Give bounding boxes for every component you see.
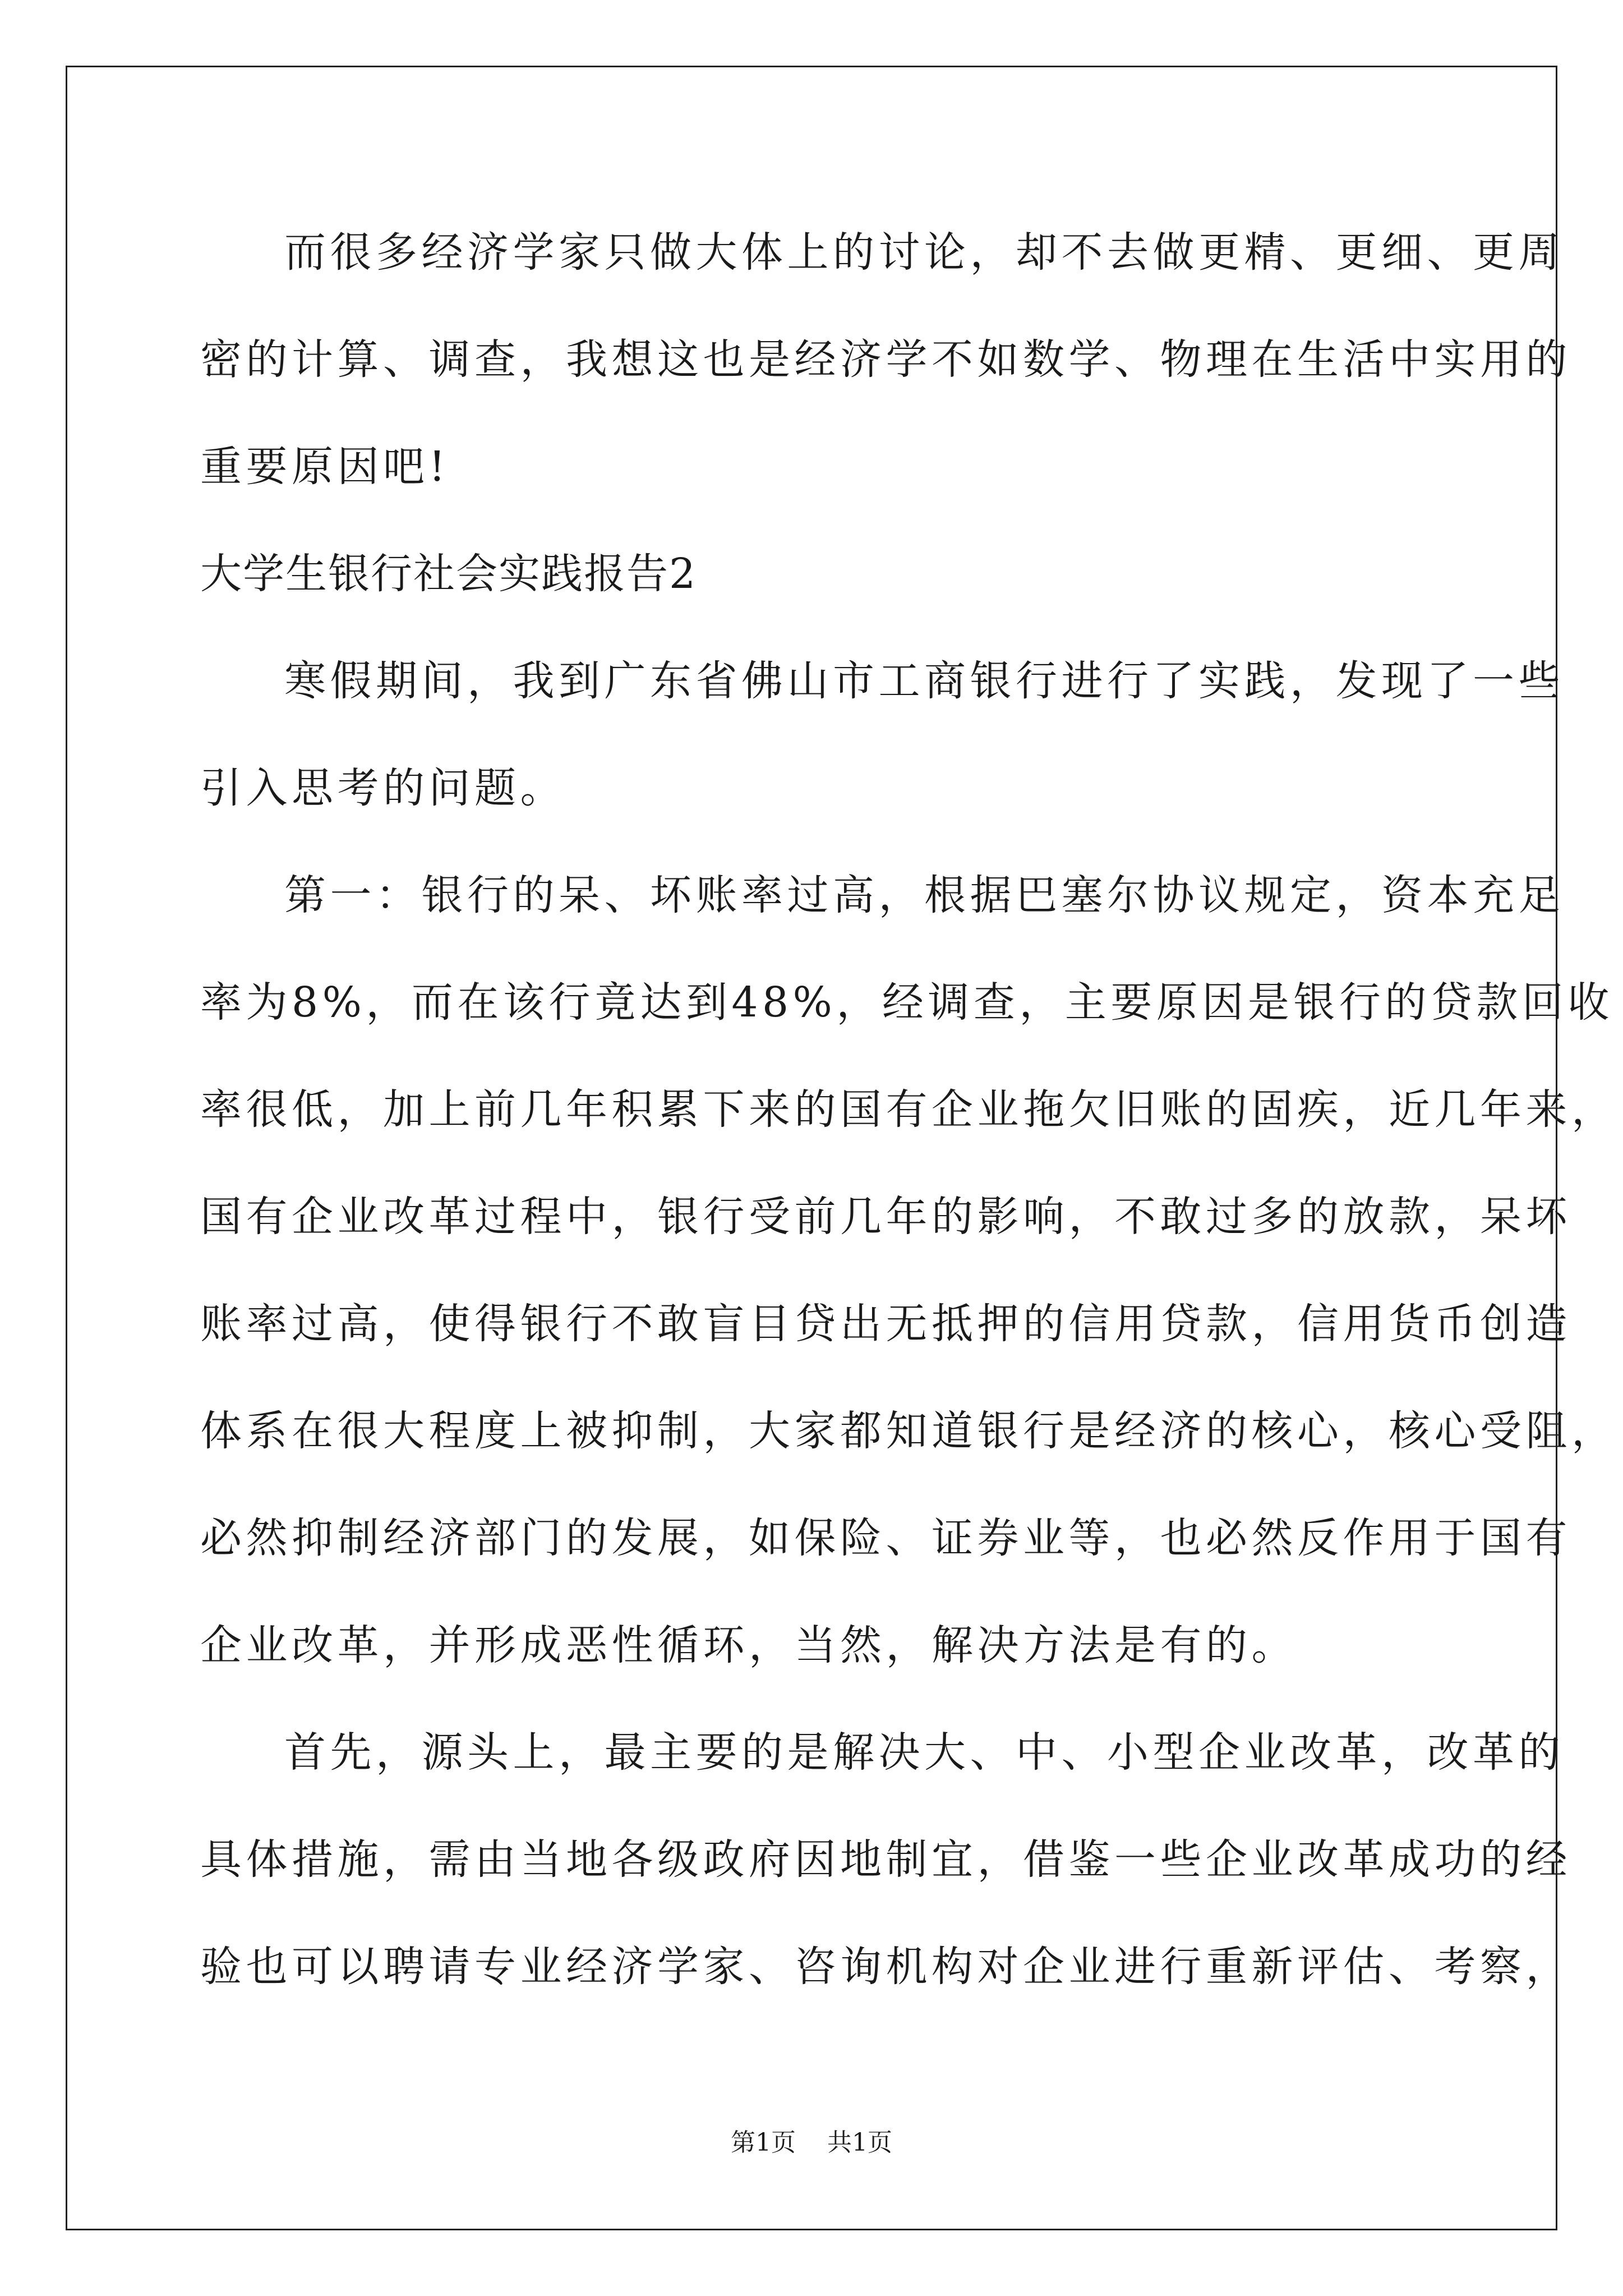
paragraph-line: 寒假期间，我到广东省佛山市工商银行进行了实践，发现了一些 [284, 657, 1564, 705]
section-heading: 大学生银行社会实践报告2 [200, 550, 697, 598]
paragraph-line: 率很低，加上前几年积累下来的国有企业拖欠旧账的固疾，近几年来， [200, 1085, 1617, 1134]
paragraph-line: 第一：银行的呆、坏账率过高，根据巴塞尔协议规定，资本充足 [284, 871, 1564, 919]
paragraph-line: 首先，源头上，最主要的是解决大、中、小型企业改革，改革的 [284, 1728, 1564, 1777]
paragraph-line: 体系在很大程度上被抑制，大家都知道银行是经济的核心，核心受阻， [200, 1407, 1617, 1455]
paragraph-line: 密的计算、调查，我想这也是经济学不如数学、物理在生活中实用的 [200, 335, 1571, 384]
paragraph-line: 企业改革，并形成恶性循环，当然，解决方法是有的。 [200, 1621, 1297, 1669]
paragraph-line: 具体措施，需由当地各级政府因地制宜，借鉴一些企业改革成功的经 [200, 1835, 1571, 1884]
paragraph-line: 验也可以聘请专业经济学家、咨询机构对企业进行重新评估、考察， [200, 1943, 1571, 1991]
paragraph-line: 引入思考的问题。 [200, 764, 566, 812]
document-body [200, 199, 1617, 2021]
paragraph-line: 重要原因吧! [200, 443, 450, 491]
paragraph-line: 国有企业改革过程中，银行受前几年的影响，不敢过多的放款，呆坏 [200, 1193, 1571, 1241]
paragraph-line: 而很多经济学家只做大体上的讨论，却不去做更精、更细、更周 [284, 228, 1564, 277]
page-number-footer: 第1页 共1页 [731, 2128, 892, 2157]
paragraph-line: 率为8%，而在该行竟达到48%，经调查，主要原因是银行的贷款回收 [200, 978, 1613, 1027]
paragraph-line: 账率过高，使得银行不敢盲目贷出无抵押的信用贷款，信用货币创造 [200, 1300, 1571, 1348]
paragraph-line: 必然抑制经济部门的发展，如保险、证券业等，也必然反作用于国有 [200, 1514, 1571, 1562]
